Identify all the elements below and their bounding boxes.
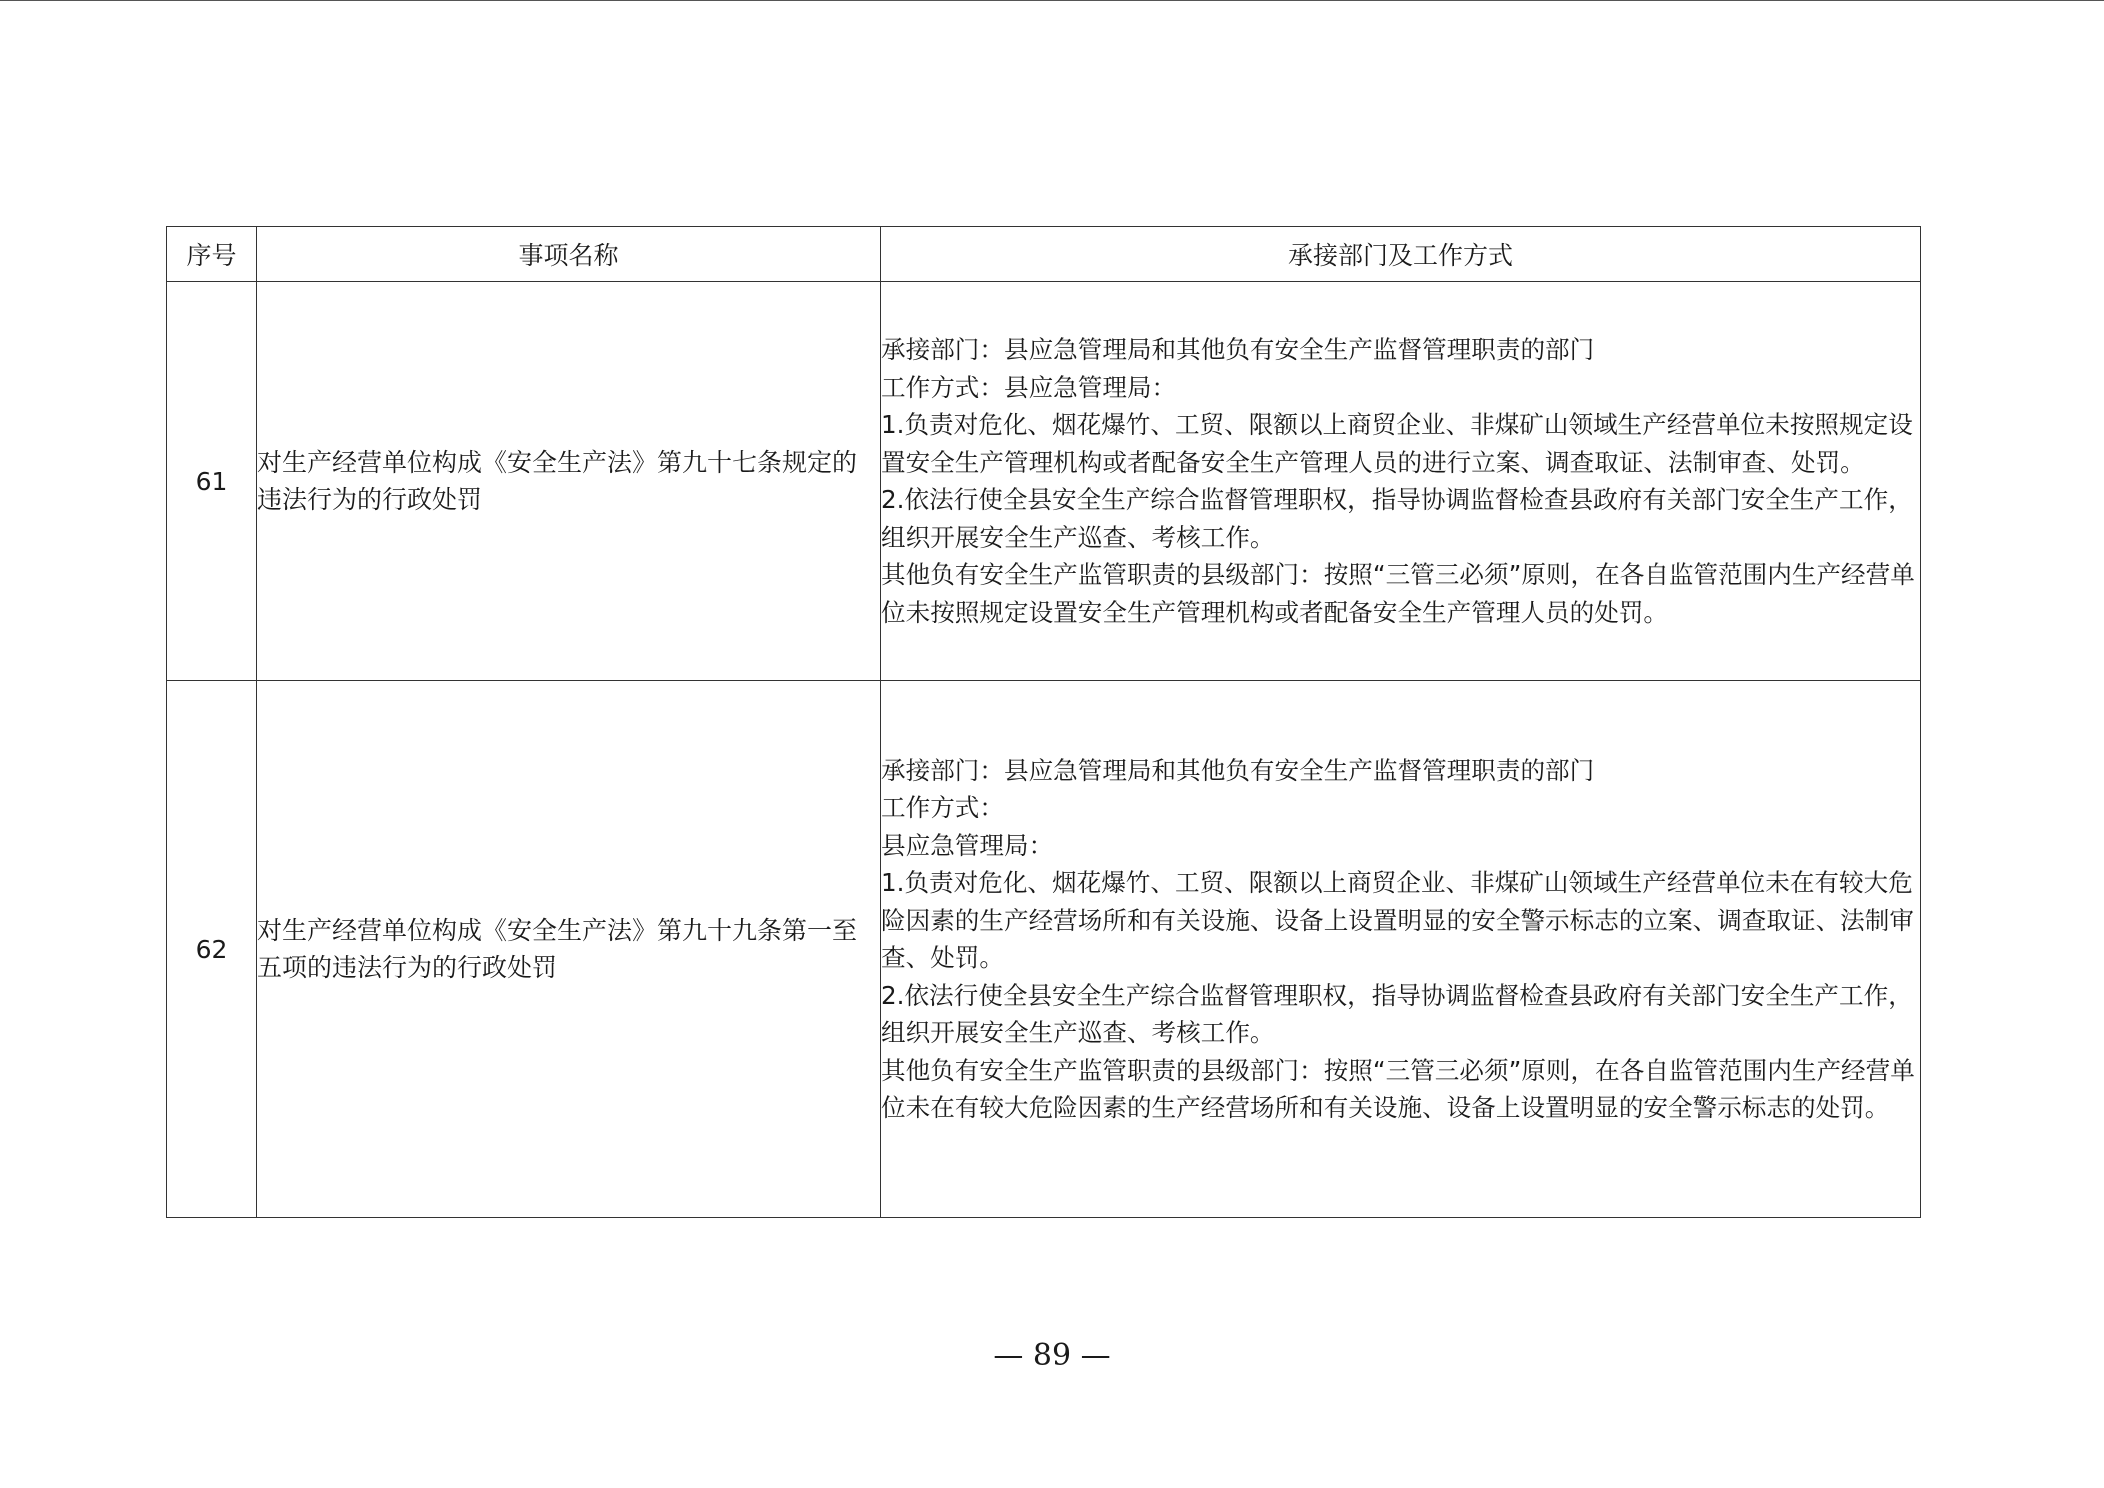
header-serial-number: 序号: [167, 227, 257, 282]
page-number: — 89 —: [993, 1338, 1111, 1373]
header-item-name: 事项名称: [257, 227, 881, 282]
row-department-and-method: [881, 681, 1921, 1218]
dept-line: 承接部门：县应急管理局和其他负有安全生产监督管理职责的部门: [881, 755, 1595, 785]
row-department-and-method: [881, 282, 1921, 681]
table-row: [167, 681, 1921, 1218]
dept-line: 县应急管理局：: [881, 830, 1054, 860]
matters-table: [166, 226, 1921, 1218]
dept-line: 2.依法行使全县安全生产综合监督管理职权，指导协调监督检查县政府有关部门安全生产工作，组织开展安全生产巡查、考核工作。: [881, 485, 1913, 552]
row-serial-number: 62: [167, 681, 257, 1218]
table-row: [167, 282, 1921, 681]
dept-line: 1.负责对危化、烟花爆竹、工贸、限额以上商贸企业、非煤矿山领域生产经营单位未按照规定设置安全生产管理机构或者配备安全生产管理人员的进行立案、调查取证、法制审查、处罚。: [881, 410, 1913, 477]
dept-line: 1.负责对危化、烟花爆竹、工贸、限额以上商贸企业、非煤矿山领域生产经营单位未在有较大危险因素的生产经营场所和有关设施、设备上设置明显的安全警示标志的立案、调查取证、法制审查、处罚。: [881, 868, 1914, 972]
dept-line: 2.依法行使全县安全生产综合监督管理职权，指导协调监督检查县政府有关部门安全生产工作，组织开展安全生产巡查、考核工作。: [881, 980, 1913, 1047]
dept-line: 工作方式：: [881, 793, 1004, 822]
dept-line: 承接部门：县应急管理局和其他负有安全生产监督管理职责的部门: [881, 335, 1595, 364]
dept-line: 其他负有安全生产监管职责的县级部门：按照“三管三必须”原则，在各自监管范围内生产经营单位未按照规定设置安全生产管理机构或者配备安全生产管理人员的处罚。: [881, 560, 1915, 627]
dept-line: 其他负有安全生产监管职责的县级部门：按照“三管三必须”原则，在各自监管范围内生产经营单位未在有较大危险因素的生产经营场所和有关设施、设备上设置明显的安全警示标志的处罚。: [881, 1055, 1915, 1122]
dept-line: 工作方式：县应急管理局：: [881, 372, 1177, 402]
row-serial-number: 61: [167, 282, 257, 681]
row-item-name: 对生产经营单位构成《安全生产法》第九十七条规定的违法行为的行政处罚: [257, 282, 881, 681]
table-header-row: [167, 227, 1921, 282]
header-department-and-method: 承接部门及工作方式: [881, 227, 1921, 282]
top-border-line: [0, 0, 2104, 1]
row-item-name: 对生产经营单位构成《安全生产法》第九十九条第一至五项的违法行为的行政处罚: [257, 681, 881, 1218]
